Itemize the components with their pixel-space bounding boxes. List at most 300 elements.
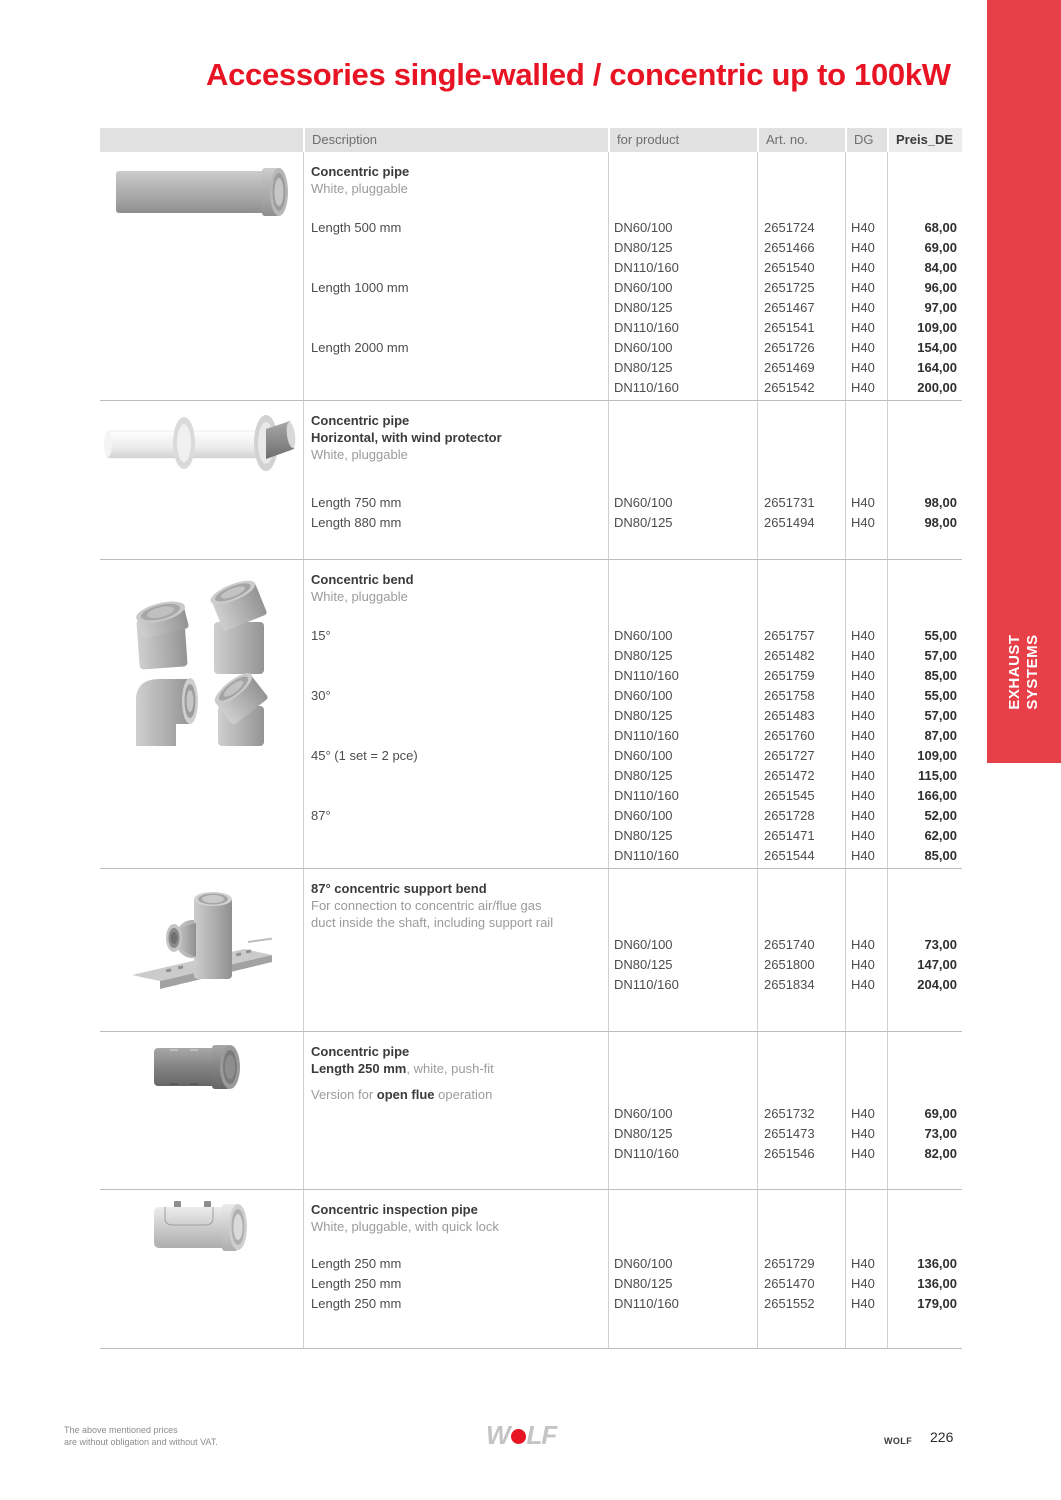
cell-price [887,398,962,400]
title-bold-text: Length 250 mm [311,1061,407,1076]
table-row [303,278,962,298]
cell-art: 2651729 [757,1254,845,1274]
cell-dg: H40 [845,1254,887,1274]
section-support-bend [100,868,962,1031]
cell-desc [303,1164,608,1189]
cell-dg: H40 [845,826,887,846]
cell-dg [845,152,887,218]
table-row [303,338,962,358]
table-row [303,1274,962,1294]
cell-prod [608,1190,757,1254]
section-title-row [303,869,962,935]
header-dg: DG [845,128,887,152]
title-bold-text: Concentric pipe [311,164,410,179]
cell-prod: DN110/160 [608,666,757,686]
cell-desc [303,935,608,955]
cell-desc [303,560,608,626]
wolf-logo [486,1420,556,1451]
cell-prod: DN80/125 [608,766,757,786]
cell-art [757,152,845,218]
table-row [303,646,962,666]
footer-note-line-2: are without obligation and without VAT. [64,1437,218,1447]
cell-dg: H40 [845,766,887,786]
table-row [303,955,962,975]
cell-art: 2651473 [757,1124,845,1144]
cell-prod: DN60/100 [608,218,757,238]
cell-prod: DN110/160 [608,1144,757,1164]
cell-desc [303,866,608,868]
table-row [303,975,962,995]
section-pad-row [303,1164,962,1189]
cell-desc: Length 750 mm [303,493,608,513]
cell-dg: H40 [845,666,887,686]
footer-price-note [64,1424,218,1448]
table-row [303,358,962,378]
concentric-bend-image [128,570,280,750]
concentric-pipe-250-image-cell [100,1032,303,1189]
section-title-row [303,1032,962,1104]
cell-desc: Length 250 mm [303,1254,608,1274]
table-row [303,786,962,806]
cell-art: 2651469 [757,358,845,378]
table-row [303,746,962,766]
cell-desc [303,706,608,726]
inspection-pipe-image-cell [100,1190,303,1348]
cell-art: 2651466 [757,238,845,258]
cell-price [887,1032,962,1104]
cell-art [757,1314,845,1348]
cell-dg: H40 [845,493,887,513]
table-row [303,666,962,686]
section-pad-row [303,533,962,559]
cell-price: 85,00 [887,846,962,866]
cell-price: 98,00 [887,493,962,513]
cell-dg: H40 [845,258,887,278]
product-title-line [311,571,598,588]
cell-desc: Length 250 mm [303,1274,608,1294]
cell-price [887,869,962,935]
cell-dg [845,1032,887,1104]
cell-prod: DN60/100 [608,746,757,766]
cell-art: 2651757 [757,626,845,646]
cell-art: 2651552 [757,1294,845,1314]
header-price: Preis_DE [887,128,962,152]
cell-dg [845,533,887,559]
cell-prod: DN110/160 [608,258,757,278]
title-gray-text: , white, push-fit [406,1061,494,1076]
table-row [303,806,962,826]
cell-dg [845,869,887,935]
cell-art: 2651758 [757,686,845,706]
cell-dg: H40 [845,278,887,298]
cell-desc [303,726,608,746]
cell-price: 84,00 [887,258,962,278]
cell-desc [303,378,608,398]
cell-prod: DN80/125 [608,238,757,258]
cell-prod: DN80/125 [608,826,757,846]
cell-prod: DN60/100 [608,806,757,826]
table-row [303,686,962,706]
section-concentric-pipe-250 [100,1031,962,1189]
cell-art: 2651470 [757,1274,845,1294]
cell-dg: H40 [845,746,887,766]
cell-dg: H40 [845,1294,887,1314]
cell-price: 154,00 [887,338,962,358]
cell-desc [303,975,608,995]
cell-prod: DN60/100 [608,935,757,955]
product-title-line [311,163,598,180]
section-pad-row [303,866,962,868]
cell-price: 68,00 [887,218,962,238]
cell-art [757,398,845,400]
tab-line-1: EXHAUST [1006,634,1023,710]
product-title-line [311,880,598,897]
concentric-bend-image-cell [100,560,303,868]
support-bend-image-cell [100,869,303,1031]
cell-desc: 87° [303,806,608,826]
product-title-line [311,1201,598,1218]
header-art-no: Art. no. [757,128,845,152]
cell-art [757,1190,845,1254]
cell-prod: DN60/100 [608,338,757,358]
cell-desc [303,1124,608,1144]
page-title: Accessories single-walled / concentric up to 100kW [206,57,951,92]
cell-art: 2651471 [757,826,845,846]
title-gray-text: White, pluggable, with quick lock [311,1219,499,1234]
cell-price: 115,00 [887,766,962,786]
title-gray-text: White, pluggable [311,447,408,462]
cell-dg [845,398,887,400]
table-row [303,1144,962,1164]
cell-price: 136,00 [887,1274,962,1294]
cell-dg [845,1190,887,1254]
cell-dg [845,995,887,1031]
title-gray-text: White, pluggable [311,589,408,604]
product-title-line [311,1218,598,1235]
cell-price [887,1314,962,1348]
cell-prod: DN60/100 [608,278,757,298]
table-row [303,935,962,955]
cell-prod: DN80/125 [608,955,757,975]
cell-price: 166,00 [887,786,962,806]
table-row [303,1254,962,1274]
exhaust-systems-tab [987,0,1061,763]
title-gray-text: operation [434,1087,493,1102]
cell-dg: H40 [845,513,887,533]
cell-price: 55,00 [887,686,962,706]
cell-dg: H40 [845,298,887,318]
cell-desc [303,1190,608,1254]
table-row [303,1124,962,1144]
section-title-row [303,560,962,626]
cell-dg [845,1314,887,1348]
cell-dg: H40 [845,786,887,806]
cell-dg: H40 [845,378,887,398]
section-title-row [303,1190,962,1254]
cell-art: 2651725 [757,278,845,298]
cell-desc [303,318,608,338]
title-bold-text: Concentric pipe [311,413,410,428]
cell-art [757,1032,845,1104]
concentric-pipe-horizontal-image [104,411,296,473]
cell-art: 2651834 [757,975,845,995]
table-row [303,706,962,726]
section-concentric-pipe-horizontal [100,400,962,559]
cell-art: 2651740 [757,935,845,955]
cell-price [887,1164,962,1189]
cell-prod: DN80/125 [608,298,757,318]
cell-prod [608,152,757,218]
tab-line-2: SYSTEMS [1024,634,1041,710]
header-for-product: for product [608,128,757,152]
footer-note-line-1: The above mentioned prices [64,1425,178,1435]
accessories-table [100,128,962,1349]
table-row [303,378,962,398]
title-gray-text: Version for [311,1087,377,1102]
cell-prod: DN110/160 [608,726,757,746]
cell-art [757,869,845,935]
cell-price [887,533,962,559]
product-title-line [311,446,598,463]
table-row [303,1104,962,1124]
cell-dg: H40 [845,846,887,866]
table-row [303,1294,962,1314]
cell-price: 147,00 [887,955,962,975]
cell-art: 2651726 [757,338,845,358]
cell-art: 2651472 [757,766,845,786]
table-row [303,726,962,746]
cell-art: 2651732 [757,1104,845,1124]
cell-dg: H40 [845,806,887,826]
table-row [303,846,962,866]
title-spacer [311,1077,598,1086]
cell-dg [845,560,887,626]
concentric-pipe-image-cell [100,152,303,400]
cell-desc: Length 2000 mm [303,338,608,358]
cell-desc: Length 880 mm [303,513,608,533]
cell-desc [303,826,608,846]
inspection-pipe-image [152,1198,252,1252]
table-header-row [100,128,962,152]
cell-prod [608,533,757,559]
cell-art [757,995,845,1031]
cell-desc [303,995,608,1031]
cell-art: 2651540 [757,258,845,278]
cell-dg: H40 [845,1144,887,1164]
cell-prod: DN110/160 [608,786,757,806]
section-title-row [303,152,962,218]
cell-prod: DN60/100 [608,1104,757,1124]
cell-desc [303,258,608,278]
cell-art: 2651546 [757,1144,845,1164]
cell-desc [303,533,608,559]
table-row [303,493,962,513]
cell-art: 2651482 [757,646,845,666]
cell-price [887,866,962,868]
title-bold-text: Concentric bend [311,572,414,587]
concentric-pipe-250-image [152,1042,248,1092]
cell-art [757,1164,845,1189]
cell-art: 2651759 [757,666,845,686]
cell-price: 98,00 [887,513,962,533]
cell-dg: H40 [845,975,887,995]
cell-prod: DN110/160 [608,1294,757,1314]
cell-price: 57,00 [887,706,962,726]
cell-prod: DN80/125 [608,1274,757,1294]
cell-prod: DN80/125 [608,706,757,726]
cell-dg: H40 [845,358,887,378]
cell-art: 2651467 [757,298,845,318]
product-title-line [311,180,598,197]
cell-prod [608,1032,757,1104]
cell-desc: Length 1000 mm [303,278,608,298]
cell-dg [845,1164,887,1189]
cell-desc [303,869,608,935]
concentric-pipe-horizontal-image-cell [100,401,303,559]
cell-price: 97,00 [887,298,962,318]
cell-desc [303,646,608,666]
cell-desc [303,955,608,975]
cell-art: 2651483 [757,706,845,726]
cell-price: 73,00 [887,935,962,955]
wolf-logo-lf: LF [526,1420,557,1450]
cell-price: 69,00 [887,1104,962,1124]
section-pad-row [303,995,962,1031]
cell-price: 69,00 [887,238,962,258]
cell-dg: H40 [845,935,887,955]
wolf-logo-w: W [486,1420,510,1450]
cell-price: 62,00 [887,826,962,846]
cell-desc: Length 250 mm [303,1294,608,1314]
cell-dg: H40 [845,955,887,975]
table-row [303,766,962,786]
cell-dg: H40 [845,686,887,706]
product-title-line [311,1086,598,1103]
cell-prod: DN80/125 [608,358,757,378]
cell-desc [303,152,608,218]
cell-prod: DN60/100 [608,1254,757,1274]
cell-prod [608,1164,757,1189]
section-pad-row [303,1314,962,1348]
cell-dg: H40 [845,706,887,726]
cell-art: 2651545 [757,786,845,806]
cell-dg [845,401,887,493]
cell-desc [303,401,608,493]
cell-prod [608,560,757,626]
title-bold-text: open flue [376,1087,435,1102]
cell-dg: H40 [845,646,887,666]
cell-art: 2651727 [757,746,845,766]
cell-desc [303,1104,608,1124]
cell-price: 136,00 [887,1254,962,1274]
cell-art: 2651494 [757,513,845,533]
title-gray-text: duct inside the shaft, including support rail [311,915,554,930]
cell-dg: H40 [845,1104,887,1124]
product-title-line [311,1043,598,1060]
table-row [303,238,962,258]
cell-price [887,152,962,218]
table-row [303,513,962,533]
title-gray-text: For connection to concentric air/flue gas [311,898,542,913]
cell-desc [303,666,608,686]
cell-dg: H40 [845,218,887,238]
cell-art: 2651542 [757,378,845,398]
cell-prod [608,401,757,493]
cell-dg: H40 [845,1124,887,1144]
cell-price [887,560,962,626]
cell-prod: DN110/160 [608,378,757,398]
cell-dg: H40 [845,338,887,358]
cell-dg: H40 [845,238,887,258]
section-pad-row [303,398,962,400]
cell-desc [303,358,608,378]
table-row [303,826,962,846]
cell-prod: DN60/100 [608,686,757,706]
header-image-column [100,128,303,152]
cell-art: 2651541 [757,318,845,338]
table-row [303,258,962,278]
cell-price: 179,00 [887,1294,962,1314]
header-description: Description [303,128,608,152]
cell-art: 2651724 [757,218,845,238]
title-bold-text: Concentric pipe [311,1044,410,1059]
cell-price [887,401,962,493]
cell-prod: DN80/125 [608,1124,757,1144]
cell-price: 96,00 [887,278,962,298]
product-title-line [311,429,598,446]
cell-desc [303,398,608,400]
cell-price: 109,00 [887,746,962,766]
wolf-logo-red-dot-icon [511,1429,526,1444]
cell-price: 204,00 [887,975,962,995]
cell-dg: H40 [845,1274,887,1294]
product-title-line [311,1060,598,1077]
cell-desc: 45° (1 set = 2 pce) [303,746,608,766]
cell-prod: DN60/100 [608,626,757,646]
cell-art [757,560,845,626]
product-title-line [311,412,598,429]
cell-prod: DN60/100 [608,493,757,513]
section-concentric-pipe [100,152,962,400]
cell-prod: DN80/125 [608,513,757,533]
cell-price: 109,00 [887,318,962,338]
table-row [303,218,962,238]
cell-price: 200,00 [887,378,962,398]
concentric-pipe-image [114,164,292,220]
product-title-line [311,914,598,931]
cell-desc [303,846,608,866]
cell-dg [845,866,887,868]
title-gray-text: White, pluggable [311,181,408,196]
cell-art: 2651760 [757,726,845,746]
exhaust-systems-tab-label [1006,627,1042,717]
cell-price: 57,00 [887,646,962,666]
cell-price: 82,00 [887,1144,962,1164]
cell-price: 73,00 [887,1124,962,1144]
cell-prod: DN110/160 [608,846,757,866]
cell-prod [608,1314,757,1348]
cell-prod [608,995,757,1031]
cell-prod [608,869,757,935]
cell-dg: H40 [845,626,887,646]
section-title-row [303,401,962,493]
cell-prod: DN110/160 [608,318,757,338]
cell-desc [303,238,608,258]
cell-desc [303,1032,608,1104]
cell-art [757,401,845,493]
table-row [303,626,962,646]
product-title-line [311,897,598,914]
